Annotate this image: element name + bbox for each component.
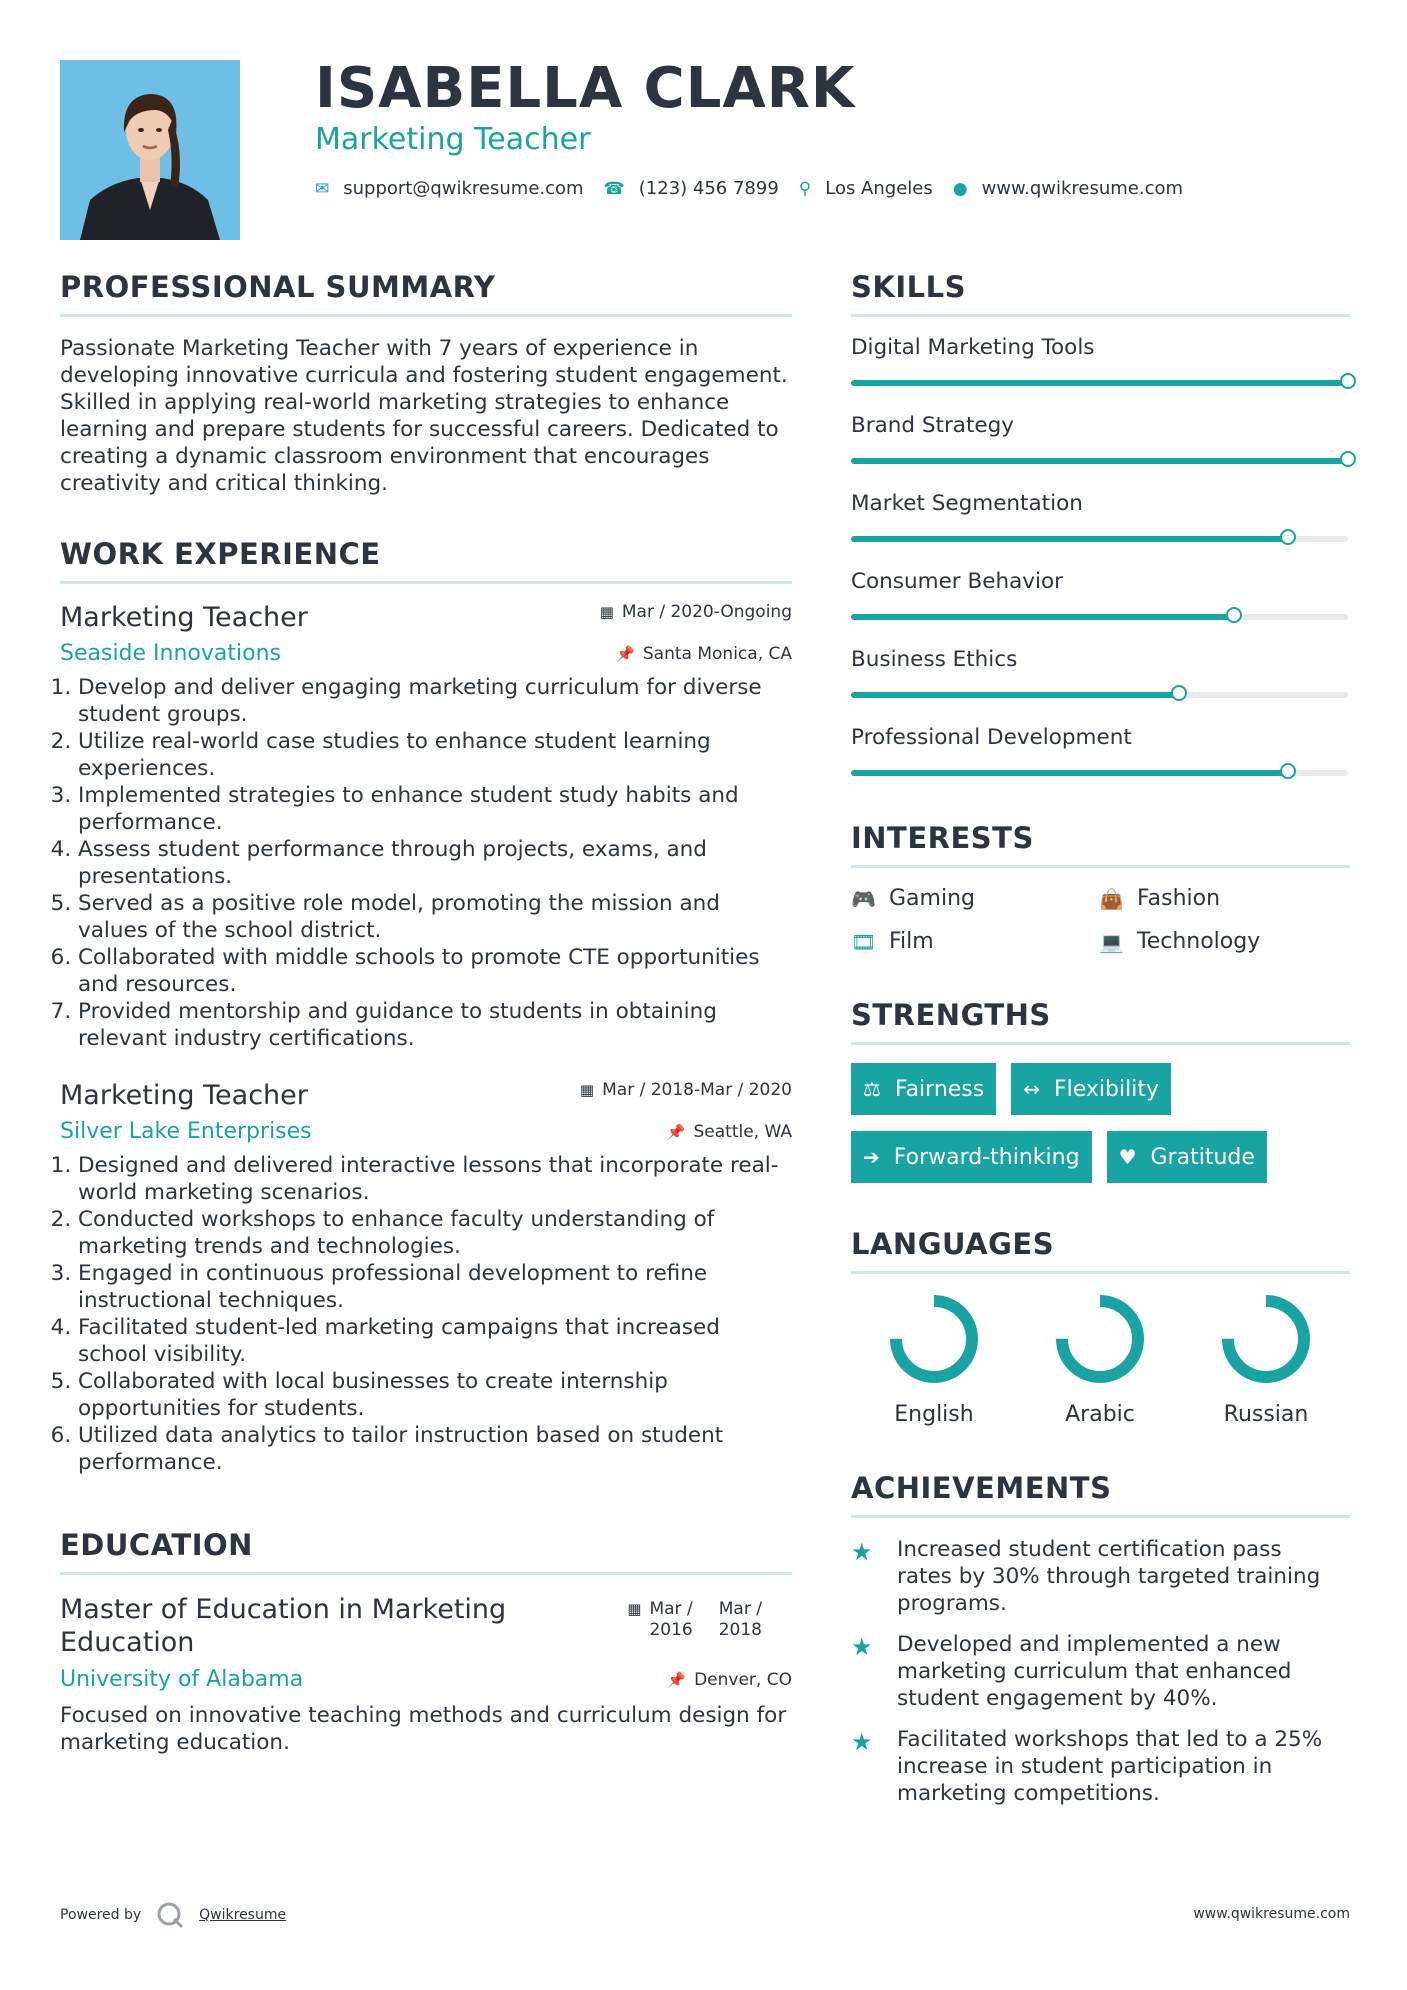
map-pin-icon: ⚲ [798, 178, 812, 199]
candidate-name: ISABELLA CLARK [315, 56, 856, 121]
contact-row [315, 178, 1203, 199]
strengths-list [851, 1063, 1350, 1199]
skill-bar-knob [1171, 685, 1187, 701]
calendar-icon: ▦ [579, 1081, 595, 1099]
laptop-icon: 💻 [1099, 929, 1124, 954]
contact-phone[interactable] [604, 178, 779, 199]
education-description: Focused on innovative teaching methods and curriculum design for marketing education. [60, 1703, 787, 1755]
duties-list [60, 674, 792, 1052]
job-location-text: Santa Monica, CA [642, 643, 792, 664]
achievements-list [851, 1536, 1350, 1807]
job-entry [60, 602, 792, 1052]
pushpin-icon: 📌 [667, 1670, 687, 1689]
skill-bar-fill [851, 536, 1288, 542]
education-dates [627, 1599, 792, 1659]
job-title: Marketing Teacher [60, 1080, 308, 1111]
interest-label: Technology [1137, 929, 1261, 954]
strength-chip [1011, 1063, 1171, 1115]
school-name: University of Alabama [60, 1667, 304, 1692]
footer-powered-by [60, 1900, 286, 1930]
pushpin-icon: 📌 [666, 1122, 686, 1141]
contact-website[interactable] [953, 178, 1183, 199]
job-entry [60, 1080, 792, 1476]
candidate-role: Marketing Teacher [315, 122, 591, 157]
skill-bar-knob [1280, 529, 1296, 545]
profile-photo [60, 60, 240, 240]
film-icon: 🎞 [851, 929, 877, 954]
education-entry [60, 1593, 792, 1659]
list-item: 6. Collaborated with middle schools to promote CTE opportunities and resources. [78, 944, 792, 998]
duties-list [60, 1152, 792, 1476]
strength-label: Forward-thinking [893, 1144, 1080, 1170]
strength-chip [851, 1131, 1092, 1183]
interest-item [851, 929, 1099, 954]
skill-bar-knob [1340, 373, 1356, 389]
skill-bar-knob [1280, 763, 1296, 779]
gamepad-icon: 🎮 [851, 886, 876, 911]
interests-list [851, 886, 1350, 954]
skill-bar-fill [851, 692, 1179, 698]
star-icon: ★ [851, 1728, 873, 1756]
skills-heading: SKILLS [851, 270, 1350, 317]
school-location-text: Denver, CO [694, 1669, 792, 1690]
end-month: Mar / [718, 1599, 762, 1619]
list-item: 5. Collaborated with local businesses to create internship opportunities for students. [78, 1368, 792, 1422]
skill-bar [851, 458, 1348, 464]
arrows-horizontal-icon: ↔ [1023, 1077, 1040, 1101]
list-item: 5. Served as a positive role model, promoting the mission and values of the school district. [78, 890, 792, 944]
skill-name: Market Segmentation [851, 491, 1083, 516]
arrow-right-icon: ➔ [863, 1145, 880, 1169]
list-item: 1. Develop and deliver engaging marketing curriculum for diverse student groups. [78, 674, 792, 728]
location-text: Los Angeles [825, 178, 933, 199]
job-date [580, 1080, 792, 1100]
achievement-item [851, 1536, 1350, 1617]
skill-item [851, 335, 1350, 413]
list-item: 2. Conducted workshops to enhance faculty understanding of marketing trends and technologies. [78, 1206, 792, 1260]
skill-bar [851, 692, 1348, 698]
list-item: 6. Utilized data analytics to tailor instruction based on student performance. [78, 1422, 792, 1476]
languages-list [851, 1292, 1350, 1427]
star-icon: ★ [851, 1633, 873, 1661]
job-location [667, 1122, 792, 1142]
achievement-item [851, 1726, 1350, 1807]
skill-name: Brand Strategy [851, 413, 1014, 438]
profile-photo-illustration [60, 60, 240, 240]
interest-item [1099, 929, 1347, 954]
language-name: Arabic [1065, 1402, 1135, 1427]
balance-scale-icon: ⚖ [863, 1077, 881, 1101]
education-heading: EDUCATION [60, 1528, 792, 1575]
summary-heading: PROFESSIONAL SUMMARY [60, 270, 792, 317]
skill-item [851, 413, 1350, 491]
start-month: Mar / [649, 1599, 693, 1619]
school-location [667, 1670, 792, 1690]
left-column [60, 270, 792, 1756]
skill-item [851, 491, 1350, 569]
language-ring [1219, 1292, 1313, 1386]
language-item [851, 1292, 1017, 1427]
summary-text: Passionate Marketing Teacher with 7 years of experience in developing innovative curricula and fostering student engagement. Skilled in applying real-world marketing strategies to enhance learning and prepare students for successful careers. Dedicated to creating a dynamic classroom environment that encourages creativity and critical thinking. [60, 336, 788, 496]
language-item [1017, 1292, 1183, 1427]
phone-text: (123) 456 7899 [638, 178, 779, 199]
interest-label: Gaming [889, 886, 975, 911]
strengths-heading: STRENGTHS [851, 998, 1350, 1045]
interests-heading: INTERESTS [851, 821, 1350, 868]
job-location [616, 644, 792, 664]
skill-item [851, 647, 1350, 725]
right-column [851, 270, 1350, 1821]
skill-bar-fill [851, 770, 1288, 776]
list-item: 7. Provided mentorship and guidance to students in obtaining relevant industry certifications. [78, 998, 792, 1052]
calendar-icon: ▦ [599, 603, 614, 621]
language-ring [887, 1292, 981, 1386]
company-name: Seaside Innovations [60, 641, 281, 666]
skill-name: Business Ethics [851, 647, 1018, 672]
skill-bar-fill [851, 614, 1234, 620]
skill-name: Consumer Behavior [851, 569, 1063, 594]
skill-bar-fill [851, 380, 1348, 386]
envelope-icon: ✉ [315, 178, 330, 199]
website-text: www.qwikresume.com [981, 178, 1184, 199]
shopping-bag-icon: 👜 [1099, 886, 1124, 911]
list-item: 3. Implemented strategies to enhance student study habits and performance. [78, 782, 792, 836]
skill-bar [851, 536, 1348, 542]
company-name: Silver Lake Enterprises [60, 1119, 312, 1144]
job-location-text: Seattle, WA [693, 1121, 792, 1142]
job-date-text: Mar / 2018-Mar / 2020 [602, 1080, 792, 1100]
skill-bar-knob [1340, 451, 1356, 467]
start-year: 2016 [649, 1620, 693, 1640]
job-date-text: Mar / 2020-Ongoing [621, 602, 792, 622]
job-date [600, 602, 792, 622]
footer-website[interactable]: www.qwikresume.com [1193, 1906, 1350, 1922]
list-item: 4. Assess student performance through projects, exams, and presentations. [78, 836, 792, 890]
list-item: 4. Facilitated student-led marketing campaigns that increased school visibility. [78, 1314, 792, 1368]
skill-bar-knob [1226, 607, 1242, 623]
list-item: 1. Designed and delivered interactive lessons that incorporate real-world marketing scenarios. [78, 1152, 792, 1206]
language-ring [1053, 1292, 1147, 1386]
skill-item [851, 569, 1350, 647]
achievement-item [851, 1631, 1350, 1712]
interest-label: Film [889, 929, 934, 954]
email-text: support@qwikresume.com [343, 178, 584, 199]
skills-list [851, 335, 1350, 803]
achievements-heading: ACHIEVEMENTS [851, 1471, 1350, 1518]
list-item: 2. Utilize real-world case studies to enhance student learning experiences. [78, 728, 792, 782]
end-year: 2018 [718, 1620, 762, 1640]
job-title: Marketing Teacher [60, 602, 308, 633]
contact-email[interactable] [315, 178, 584, 199]
star-icon: ★ [851, 1538, 873, 1566]
interest-item [1099, 886, 1347, 911]
interest-item [851, 886, 1099, 911]
skill-bar-fill [851, 458, 1348, 464]
brand-link[interactable]: Qwikresume [199, 1907, 287, 1923]
languages-heading: LANGUAGES [851, 1227, 1350, 1274]
achievement-text: Developed and implemented a new marketing curriculum that enhanced student engagement by 40%. [897, 1632, 1292, 1711]
achievement-text: Facilitated workshops that led to a 25% increase in student participation in marketing competitions. [897, 1727, 1323, 1806]
language-name: English [894, 1402, 974, 1427]
strength-chip [1107, 1131, 1267, 1183]
strength-label: Flexibility [1054, 1076, 1159, 1102]
powered-by-text: Powered by [60, 1907, 142, 1923]
language-name: Russian [1223, 1402, 1309, 1427]
experience-heading: WORK EXPERIENCE [60, 537, 792, 584]
qwikresume-logo-icon [155, 1900, 185, 1930]
heart-icon: ♥ [1118, 1145, 1137, 1169]
contact-location [799, 178, 933, 199]
strength-chip [851, 1063, 996, 1115]
skill-bar [851, 614, 1348, 620]
skill-name: Professional Development [851, 725, 1132, 750]
skill-item [851, 725, 1350, 803]
pushpin-icon: 📌 [616, 644, 635, 663]
skill-bar [851, 380, 1348, 386]
list-item: 3. Engaged in continuous professional development to refine instructional techniques. [78, 1260, 792, 1314]
skill-bar [851, 770, 1348, 776]
strength-label: Fairness [894, 1076, 985, 1102]
phone-icon: ☎ [603, 178, 625, 199]
achievement-text: Increased student certification pass rates by 30% through targeted training programs. [897, 1537, 1321, 1616]
globe-icon: ● [952, 178, 968, 199]
calendar-icon: ▦ [627, 1600, 642, 1618]
language-item [1183, 1292, 1349, 1427]
interest-label: Fashion [1137, 886, 1221, 911]
skill-name: Digital Marketing Tools [851, 335, 1095, 360]
strength-label: Gratitude [1150, 1144, 1255, 1170]
degree-title: Master of Education in Marketing Education [60, 1594, 507, 1658]
